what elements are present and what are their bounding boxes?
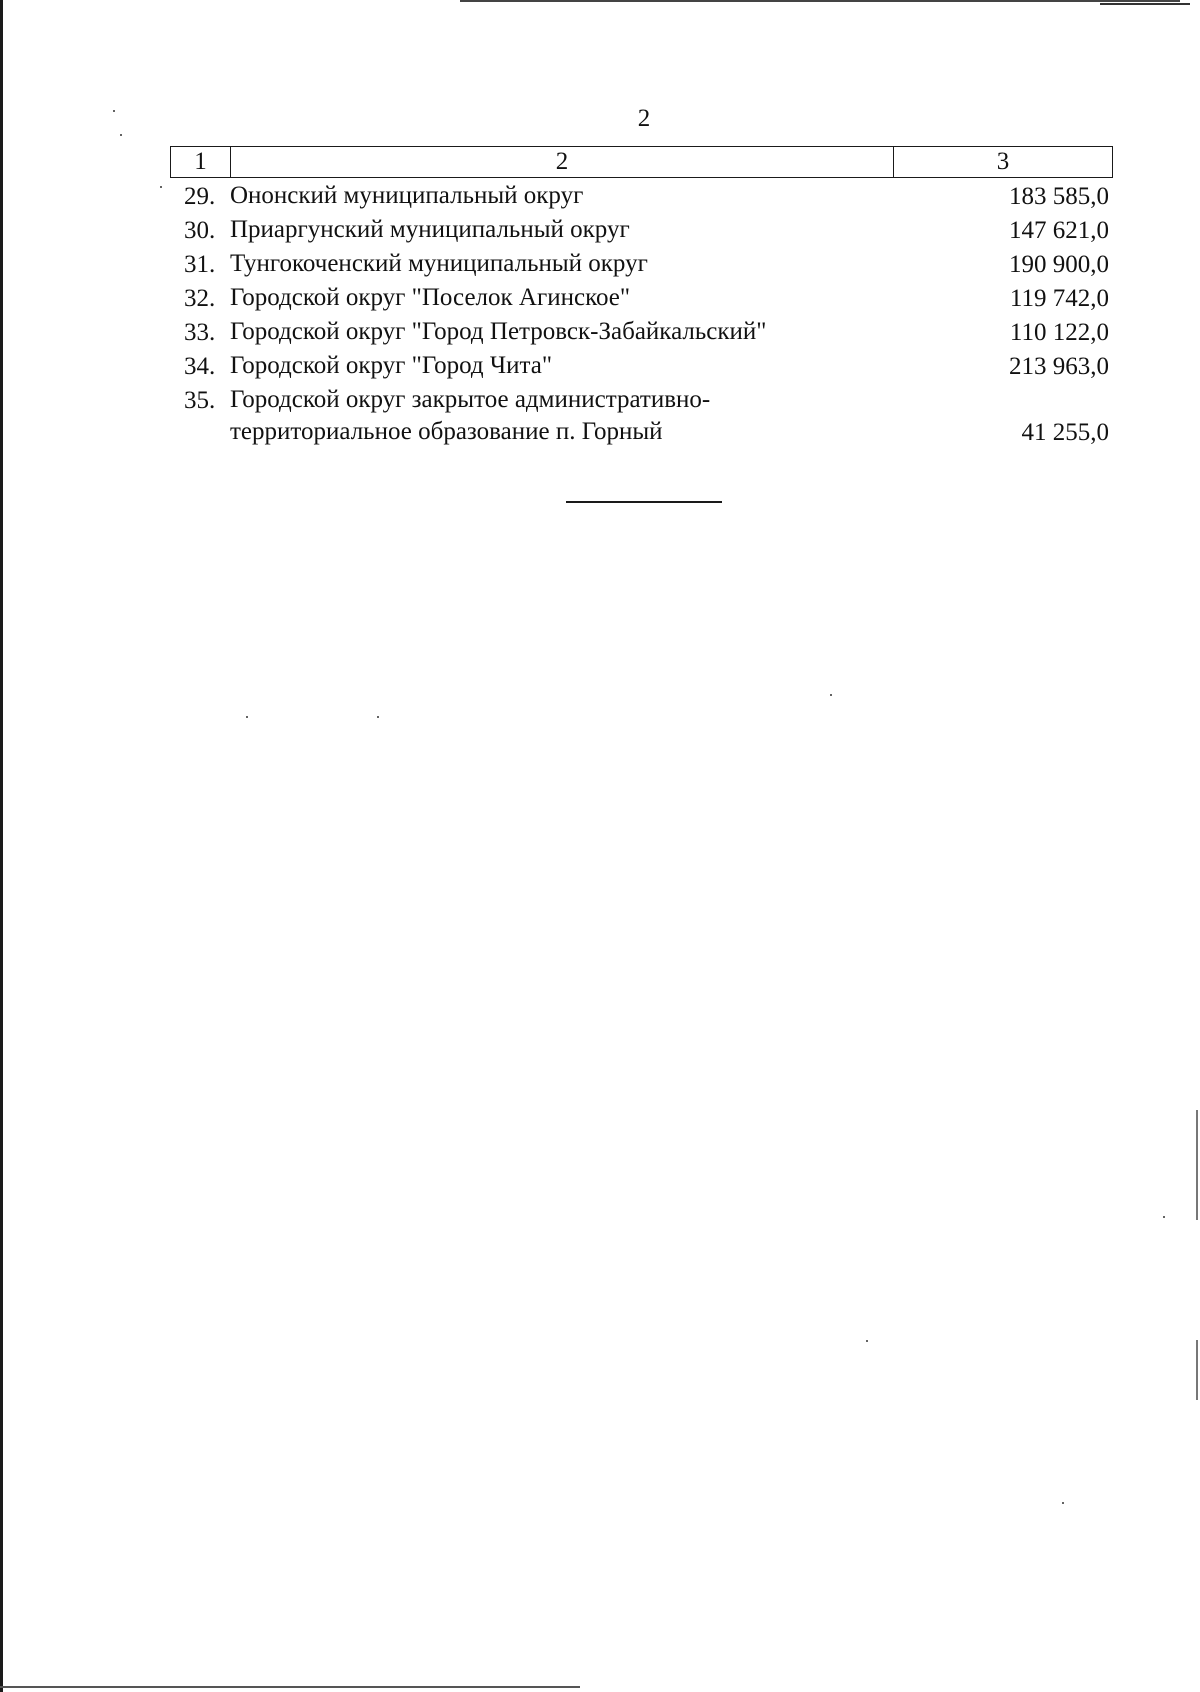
header-col-3: 3 — [996, 148, 1010, 175]
table-row — [170, 350, 1113, 384]
table-header — [170, 146, 1113, 178]
scan-right-edge-mark — [1196, 1340, 1198, 1400]
row-value: 190 900,0 — [1009, 251, 1109, 278]
scan-speck — [246, 716, 248, 718]
table-row — [170, 282, 1113, 316]
row-name: Городской округ "Город Чита" — [230, 352, 553, 379]
row-number: 30. — [184, 217, 216, 244]
table-row — [170, 180, 1113, 214]
row-number: 31. — [184, 251, 216, 278]
row-value: 183 585,0 — [1009, 183, 1109, 210]
row-name-line-1: Городской округ закрытое административно- — [230, 386, 711, 413]
row-value: 119 742,0 — [1009, 285, 1109, 312]
scan-speck — [160, 186, 162, 188]
row-value: 147 621,0 — [1009, 217, 1109, 244]
scan-speck — [120, 134, 122, 136]
row-number: 35. — [184, 387, 216, 414]
row-name: Ононский муниципальный округ — [230, 182, 584, 209]
scan-speck — [377, 716, 379, 718]
table-row — [170, 316, 1113, 350]
row-name: Тунгокоченский муниципальный округ — [230, 250, 648, 277]
header-col-1: 1 — [171, 147, 231, 177]
table-row — [170, 384, 1113, 450]
row-name-line-2: территориальное образование п. Горный — [230, 418, 663, 445]
table-row — [170, 214, 1113, 248]
row-value: 41 255,0 — [1021, 419, 1109, 446]
row-name: Городской округ "Поселок Агинское" — [230, 284, 631, 311]
row-name — [230, 384, 910, 448]
scan-border-left — [0, 0, 3, 1692]
scan-bottom-line — [0, 1686, 580, 1688]
scan-top-line-right — [1100, 3, 1190, 5]
table-row — [170, 248, 1113, 282]
row-name: Приаргунский муниципальный округ — [230, 216, 630, 243]
end-of-document-rule — [566, 501, 722, 503]
scan-speck — [866, 1340, 868, 1342]
scan-speck — [830, 694, 832, 696]
row-value: 213 963,0 — [1009, 353, 1109, 380]
header-col-2: 2 — [231, 147, 894, 177]
table-body — [170, 180, 1113, 450]
scan-speck — [1163, 1216, 1165, 1218]
scan-top-line — [460, 0, 1180, 2]
row-number: 34. — [184, 353, 216, 380]
row-number: 29. — [184, 183, 216, 210]
row-name: Городской округ "Город Петровск-Забайкальский" — [230, 318, 767, 345]
scan-speck — [1062, 1502, 1064, 1504]
scan-right-edge-mark — [1196, 1110, 1198, 1220]
row-number: 32. — [184, 285, 216, 312]
row-number: 33. — [184, 319, 216, 346]
page-number: 2 — [637, 105, 651, 132]
row-value: 110 122,0 — [1009, 319, 1109, 346]
